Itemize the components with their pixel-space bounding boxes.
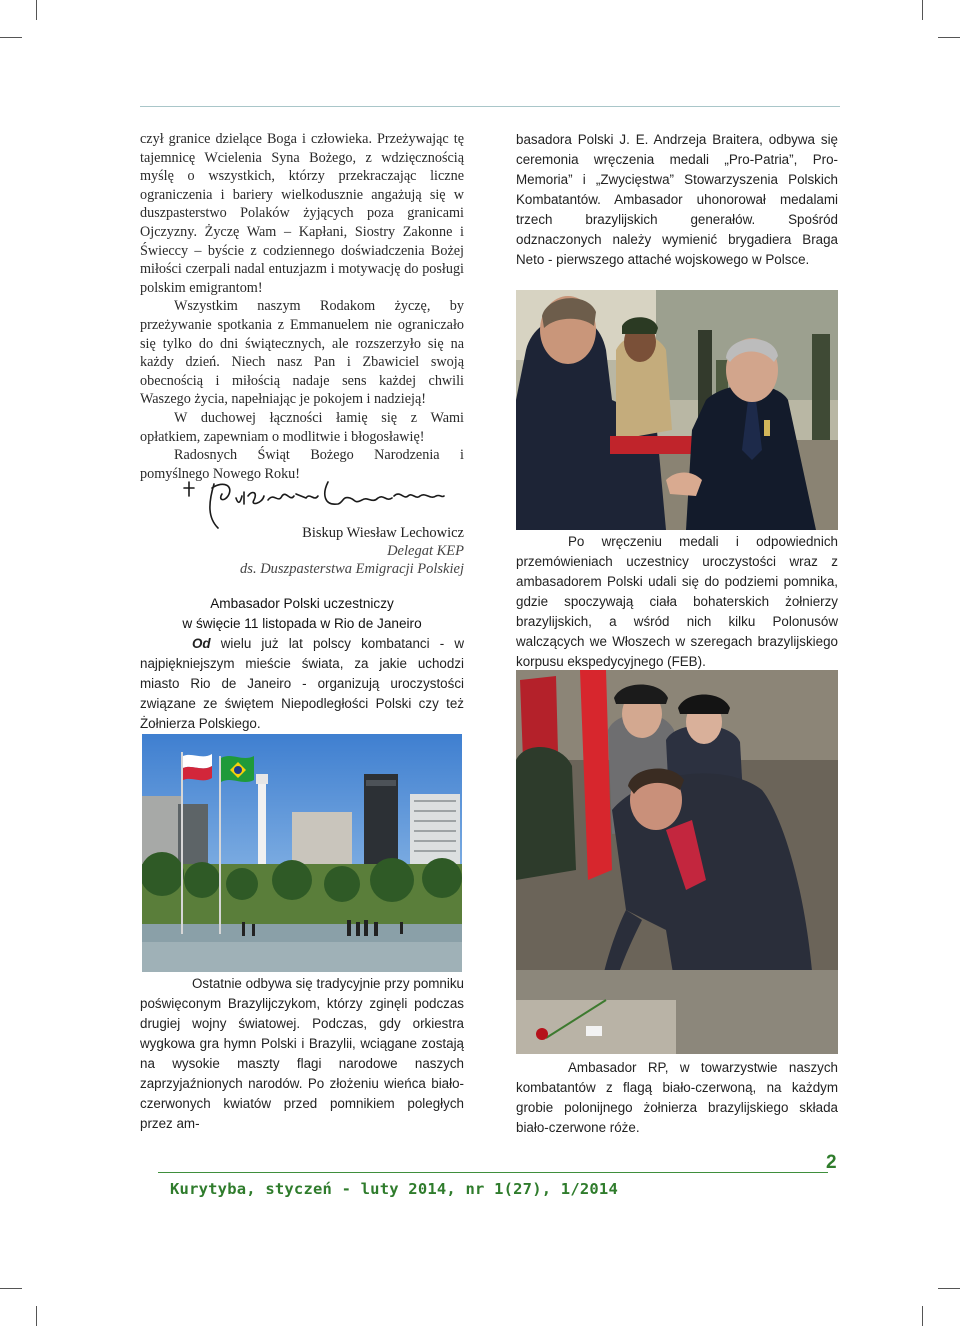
page-number: 2	[826, 1152, 837, 1173]
article-lead	[140, 634, 464, 734]
crop-mark	[922, 1306, 923, 1326]
crop-mark	[36, 0, 37, 20]
paragraph-text: basadora Polski J. E. Andrzeja Braitera, odbywa się ceremonia wręczenia medali „Pro-Patria”, Pro-Memoria” i „Zwycięstwa” Stowarzyszenia Polskich Kombatantów. Ambasador uhonorował medalami trzech brazylijskich generałów. Spośród odznaczonych należy wymienić brygadiera Braga Neto - pierwszego attaché wojskowego w Polsce.	[516, 132, 838, 267]
signer-role: Delegat KEP	[387, 543, 464, 559]
crop-mark	[922, 0, 923, 20]
caption-left-bottom	[140, 974, 464, 1134]
signature-block	[140, 524, 464, 578]
right-paragraph-1	[516, 130, 838, 270]
letter-paragraph: Wszystkim naszym Rodakom życzę, by przeżywanie spotkania z Emmanuelem nie ograniczało się tylko do dni świątecznych, ale rozszerzyło się na każdy dzień. Niech nasz Pan i Zbawiciel swoją obecnością i miłością nadaje sens każdej chwili Waszego życia, napełniając je pokojem i nadzieją!	[140, 298, 464, 408]
letter-paragraph: Radosnych Świąt Bożego Narodzenia i pomyślnego Nowego Roku!	[140, 447, 464, 482]
article-body: wielu już lat polscy kombatanci - w najpiękniejszym mieście świata, za jakie uchodzi miasto Rio de Janeiro - organizują uroczystości związane ze świętem Niepodległości Polski czy też Żołnierza Polskiego.	[140, 636, 464, 731]
crop-mark	[938, 37, 960, 38]
crop-mark	[0, 1288, 22, 1289]
signer-name: Biskup Wiesław Lechowicz	[302, 525, 464, 541]
article-title-line: w święcie 11 listopada w Rio de Janeiro	[182, 616, 422, 631]
article-title-line: Ambasador Polski uczestniczy	[210, 596, 394, 611]
caption-text: Ambasador RP, w towarzystwie naszych kombatantów z flagą biało-czerwoną, na każdym grobie polonijnego żołnierza brazylijskiego składa biało-czerwone róże.	[516, 1060, 838, 1135]
signer-role: ds. Duszpasterstwa Emigracji Polskiej	[240, 561, 464, 577]
crop-mark	[0, 37, 22, 38]
crop-mark	[36, 1306, 37, 1326]
header-rule	[140, 106, 840, 107]
photo-rose-on-grave	[516, 670, 838, 1054]
crop-mark	[938, 1288, 960, 1289]
photo-medal-ceremony	[516, 290, 838, 530]
photo-rio-flags	[142, 734, 462, 972]
footer-rule	[158, 1172, 828, 1173]
letter-text	[140, 130, 464, 483]
paragraph-text: Po wręczeniu medali i odpowiednich przemówieniach uczestnicy uroczystości wraz z ambasadorem Polski udali się do podziemi pomnika, gdzie spoczywają ciała bohaterskich żołnierzy brazylijskich, a wśród nich kilku Polonusów walczących we Włoszech w szeregach brazylijskiego korpusu ekspedycyjnego (FEB).	[516, 534, 838, 669]
letter-paragraph: W duchowej łączności łamię się z Wami opłatkiem, zapewniam o modlitwie i błogosławię!	[140, 409, 464, 445]
letter-paragraph: czył granice dzielące Boga i człowieka. Przeżywając tę tajemnicę Wcielenia Syna Bożego, z wdzięcznością myślę o wszystkich, którzy przekraczając liczne ograniczenia i bariery wielkodusznie angażują się w duszpasterstwo Polaków żyjących poza granicami Ojczyzny. Życzę Wam – Kapłani, Siostry Zakonne i Świeccy – byście z codziennego doświadczenia Bożej miłości czerpali nadal entuzjazm i motywację do posługi polskim emigrantom!	[140, 131, 464, 296]
article-lead-word: Od	[192, 636, 211, 651]
caption-right-bottom	[516, 1058, 838, 1138]
right-paragraph-2	[516, 532, 838, 672]
article-heading	[140, 594, 464, 634]
issue-info: Kurytyba, styczeń - luty 2014, nr 1(27), 1/2014	[170, 1180, 618, 1198]
caption-text: Ostatnie odbywa się tradycyjnie przy pomniku poświęconym Brazylijczykom, którzy zginęli podczas drugiej wojny światowej. Podczas, gdy orkiestra wygkowa gra hymn Polski i Brazylii, wciągane zostają na wysokie maszty flagi narodowe naszych zaprzyjaźnionych narodów. Po złożeniu wieńca biało-czerwonych kwiatów przed pomnikiem poległych przez am-	[140, 976, 464, 1131]
